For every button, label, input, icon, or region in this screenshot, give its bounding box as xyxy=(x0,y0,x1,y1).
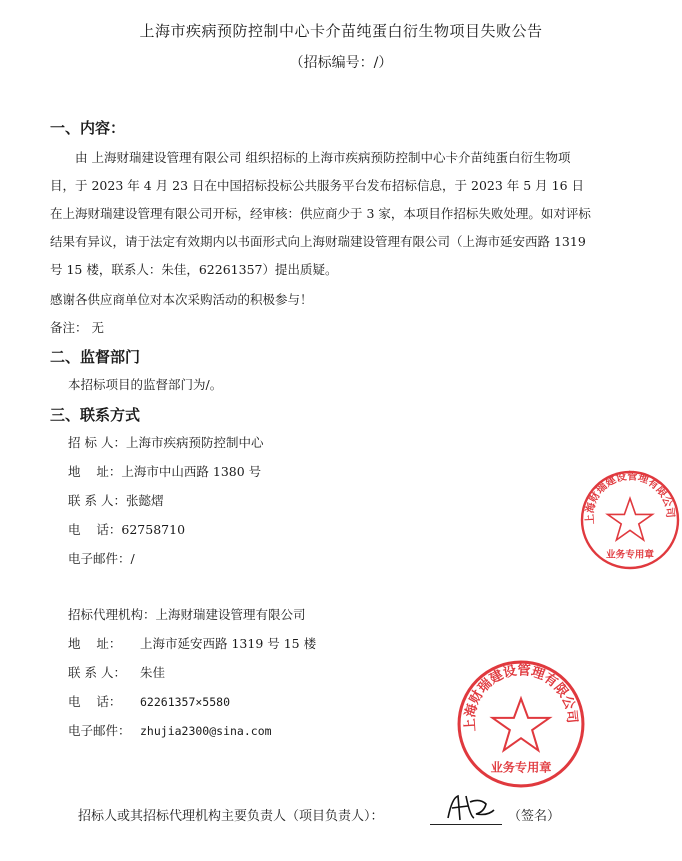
tenderer-address-label: 地 址： xyxy=(68,464,122,479)
tenderer-address-row xyxy=(68,462,261,480)
tenderer-phone-label: 电 话： xyxy=(68,522,122,537)
agency-address: 上海市延安西路 1319 号 15 楼 xyxy=(140,636,317,651)
agency-address-row xyxy=(68,634,316,652)
thanks-text: 感谢各供应商单位对本次采购活动的积极参与！ xyxy=(50,292,313,307)
section-content-heading: 一、内容： xyxy=(50,119,126,137)
seal-1-ring-text: 上海财瑞建设管理有限公司 xyxy=(583,470,677,525)
agency-name: 上海财瑞建设管理有限公司 xyxy=(155,607,306,622)
agency-address-label: 地 址： xyxy=(68,636,122,651)
tenderer-phone-row xyxy=(68,520,185,538)
tenderer-contact: 张懿熠 xyxy=(125,493,164,508)
tender-number: （招标编号：/） xyxy=(289,55,393,71)
agency-name-row xyxy=(68,605,306,623)
tenderer-address: 上海市中山西路 1380 号 xyxy=(121,464,262,479)
tenderer-name: 上海市疾病预防控制中心 xyxy=(125,435,264,450)
agency-email-row xyxy=(68,721,272,739)
agency-email-label: 电子邮件： xyxy=(68,723,131,738)
agency-name-label: 招标代理机构： xyxy=(68,607,156,622)
section-contact-heading: 三、联系方式 xyxy=(50,406,141,424)
tenderer-email-label: 电子邮件： xyxy=(68,551,131,566)
signature-suffix: （签名） xyxy=(508,809,561,824)
seal-1-sub-text: 业务专用章 xyxy=(606,549,654,561)
agency-contact-row xyxy=(68,663,165,681)
tenderer-contact-label: 联 系 人： xyxy=(68,493,126,508)
handwritten-signature xyxy=(440,788,500,828)
remark-text: 备注： 无 xyxy=(50,320,104,335)
section-supervision-heading: 二、监督部门 xyxy=(50,348,141,366)
content-paragraph xyxy=(50,144,595,284)
seal-2-sub-text: 业务专用章 xyxy=(490,760,552,775)
tenderer-phone: 62758710 xyxy=(121,522,186,537)
agency-contact: 朱佳 xyxy=(140,665,166,680)
agency-phone-row xyxy=(68,692,230,710)
tenderer-email-row xyxy=(68,549,135,567)
agency-phone: 62261357×5580 xyxy=(140,695,231,709)
seal-2-ring-text: 上海财瑞建设管理有限公司 xyxy=(462,663,580,732)
tenderer-name-row xyxy=(68,433,263,451)
tenderer-email: / xyxy=(130,551,135,566)
content-text: 由 上海财瑞建设管理有限公司 组织招标的上海市疾病预防控制中心卡介苗纯蛋白衍生物项目，于 2023 年 4 月 23 日在中国招标投标公共服务平台发布招标信息，于 2023 年 5 月 16 日在上海财瑞建设管理有限公司开标，经审核：供应商少于 3 家，本项目作招标失败处理。如对评标结果有异议，请于法定有效期内以书面形式向上海财瑞建设管理有限公司（上海市延安西路 1319 号 15 楼，联系人：朱佳，62261357）提出质疑。 xyxy=(50,150,591,277)
agency-phone-label: 电 话： xyxy=(68,694,122,709)
tenderer-name-label: 招 标 人： xyxy=(68,435,126,450)
page-title: 上海市疾病预防控制中心卡介苗纯蛋白衍生物项目失败公告 xyxy=(139,22,543,40)
official-seal-2 xyxy=(455,658,587,790)
supervision-text: 本招标项目的监督部门为/。 xyxy=(68,377,223,392)
agency-email: zhujia2300@sina.com xyxy=(140,724,272,738)
tenderer-contact-row xyxy=(68,491,163,509)
official-seal-1 xyxy=(578,455,682,585)
agency-contact-label: 联 系 人： xyxy=(68,665,126,680)
signature-label: 招标人或其招标代理机构主要负责人（项目负责人）： xyxy=(78,809,384,824)
